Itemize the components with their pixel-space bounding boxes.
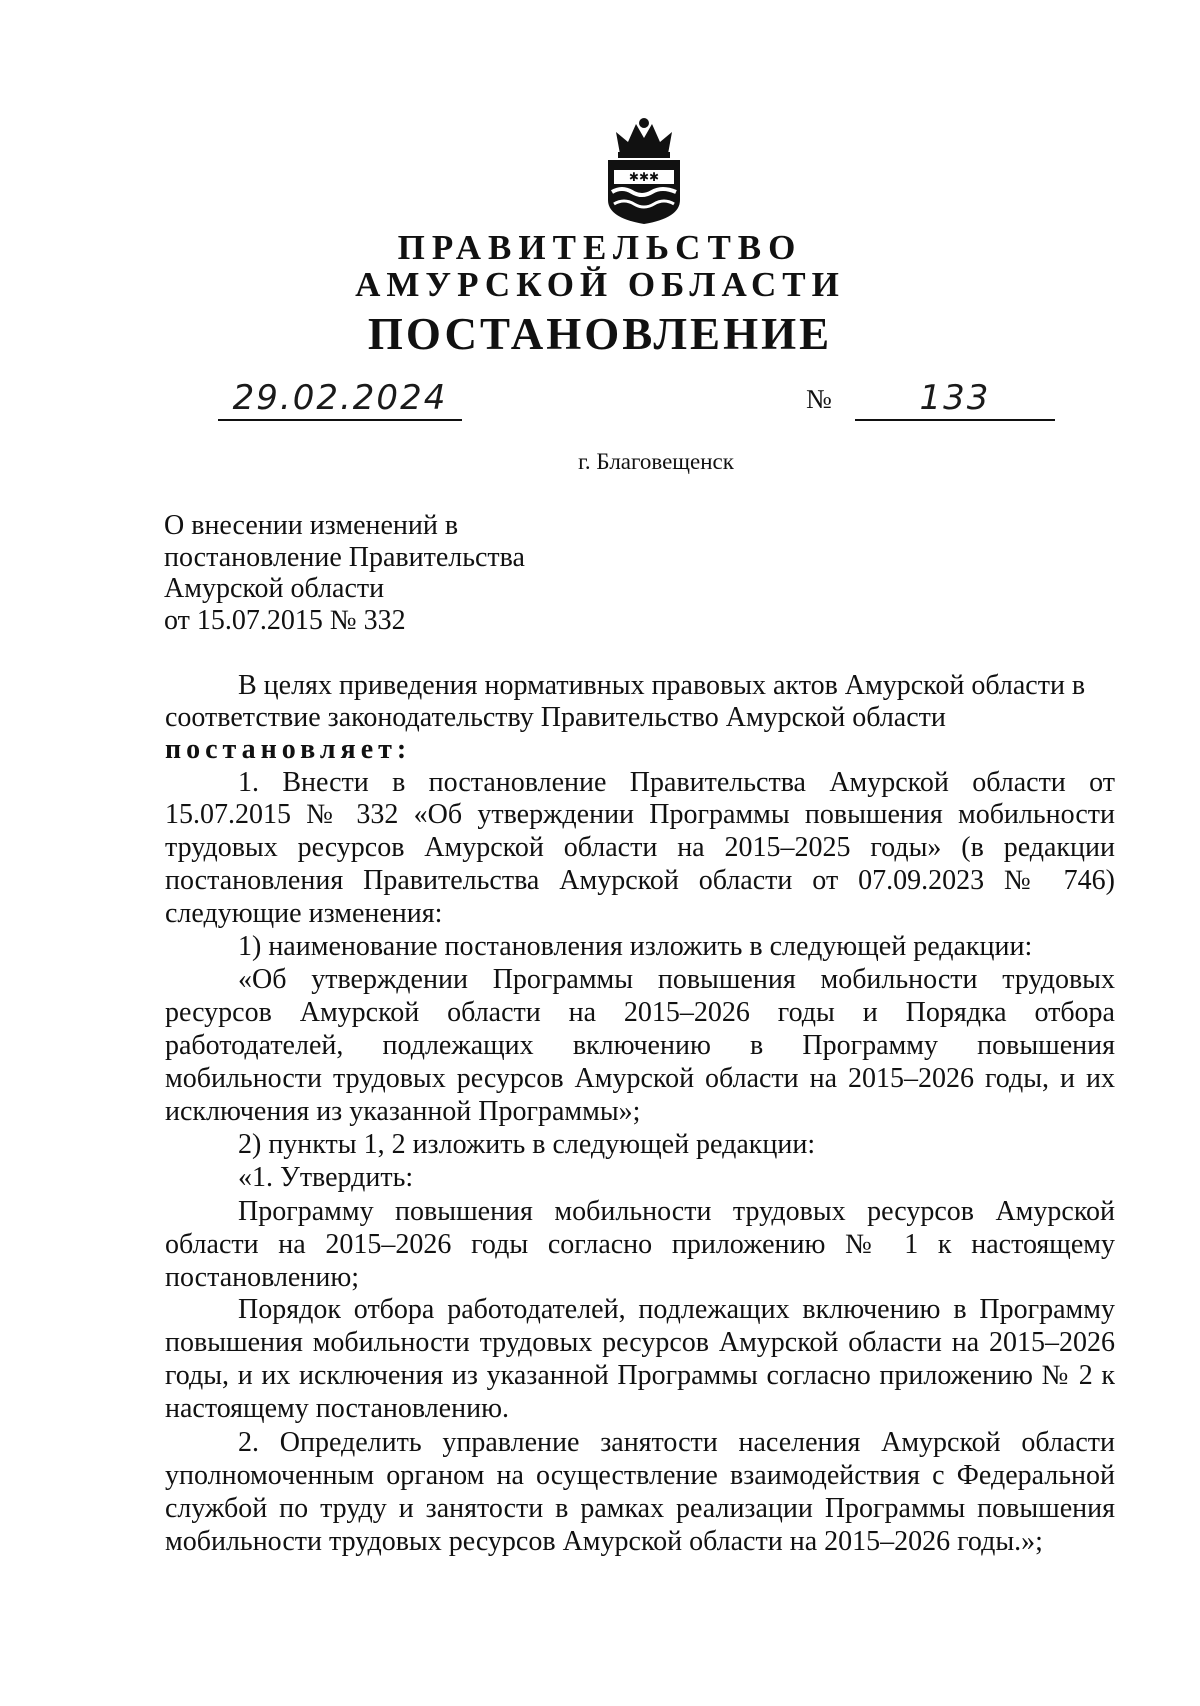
- body-line: настоящему постановлению.: [165, 1393, 509, 1424]
- handwritten-date: 29.02.2024: [232, 378, 448, 418]
- body-line: уполномоченным органом на осуществление взаимодействия с Федеральной: [165, 1460, 1115, 1491]
- body-line: Порядок отбора работодателей, подлежащих включению в Программу: [238, 1294, 1115, 1325]
- body-line: следующие изменения:: [165, 898, 443, 929]
- number-underline: [855, 419, 1055, 421]
- document-type: ПОСТАНОВЛЕНИЕ: [367, 309, 833, 359]
- body-line: «Об утверждении Программы повышения мобильности трудовых: [238, 964, 1115, 995]
- body-line: «1. Утвердить:: [238, 1162, 414, 1193]
- body-line: постановления Правительства Амурской области от 07.09.2023 № 746): [165, 865, 1115, 896]
- government-title-line1: ПРАВИТЕЛЬСТВО: [397, 228, 803, 267]
- subject-line: от 15.07.2015 № 332: [164, 604, 406, 636]
- body-line: Программу повышения мобильности трудовых ресурсов Амурской: [238, 1196, 1115, 1227]
- date-underline: [218, 419, 462, 421]
- body-line: годы, и их исключения из указанной Программы согласно приложению № 2 к: [165, 1360, 1115, 1391]
- body-line: 1) наименование постановления изложить в следующей редакции:: [238, 931, 1033, 962]
- body-line: области на 2015–2026 годы согласно приложению № 1 к настоящему: [165, 1229, 1115, 1260]
- body-line: 15.07.2015 № 332 «Об утверждении Программы повышения мобильности: [165, 799, 1115, 830]
- government-title-line2: АМУРСКОЙ ОБЛАСТИ: [355, 265, 845, 304]
- body-line: 2) пункты 1, 2 изложить в следующей редакции:: [238, 1129, 816, 1160]
- body-line: исключения из указанной Программы»;: [165, 1096, 641, 1127]
- body-line: соответствие законодательству Правительство Амурской области: [165, 702, 946, 733]
- subject-line: О внесении изменений в: [164, 510, 459, 541]
- body-line: службой по труду и занятости в рамках реализации Программы повышения: [165, 1493, 1115, 1524]
- subject-line: постановление Правительства: [164, 541, 525, 573]
- body-line: В целях приведения нормативных правовых актов Амурской области в: [238, 670, 1086, 701]
- body-line: повышения мобильности трудовых ресурсов Амурской области на 2015–2026: [165, 1327, 1115, 1358]
- body-line: постановлению;: [165, 1262, 360, 1293]
- resolves-word: постановляет:: [165, 734, 412, 765]
- body-line: работодателей, подлежащих включению в Программу повышения: [165, 1030, 1115, 1061]
- city-line: г. Благовещенск: [578, 449, 734, 474]
- body-line: ресурсов Амурской области на 2015–2026 годы и Порядка отбора: [165, 997, 1115, 1028]
- subject-line: Амурской области: [164, 573, 385, 604]
- body-line: трудовых ресурсов Амурской области на 2015–2025 годы» (в редакции: [165, 832, 1115, 863]
- body-line: мобильности трудовых ресурсов Амурской области на 2015–2026 годы, и их: [165, 1063, 1115, 1094]
- number-sign: №: [806, 384, 832, 414]
- svg-text:✱✱✱: ✱✱✱: [628, 170, 660, 184]
- coat-of-arms-icon: [598, 114, 690, 226]
- handwritten-number: 133: [919, 378, 991, 418]
- body-line: 1. Внести в постановление Правительства Амурской области от: [238, 767, 1115, 798]
- subject-block: [164, 510, 684, 636]
- body-line: 2. Определить управление занятости населения Амурской области: [238, 1427, 1115, 1458]
- body-line: мобильности трудовых ресурсов Амурской области на 2015–2026 годы.»;: [165, 1526, 1043, 1557]
